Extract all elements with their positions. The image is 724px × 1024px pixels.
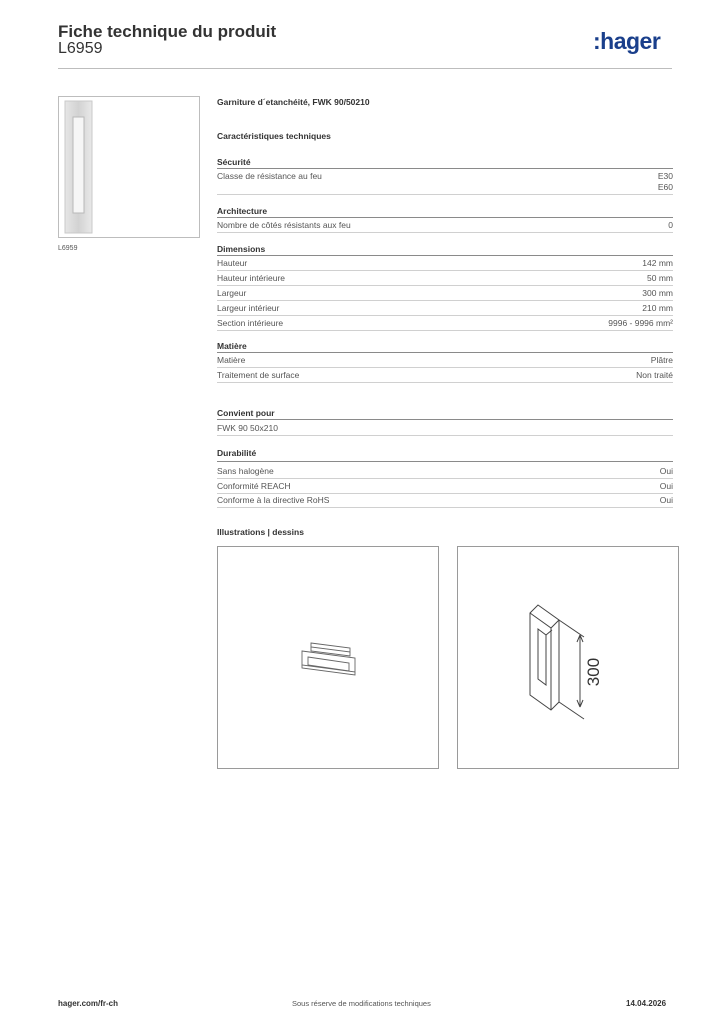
illustrations-title: Illustrations | dessins: [217, 527, 304, 537]
spec-label: Sans halogène: [217, 466, 274, 476]
spec-value: Oui: [659, 481, 673, 491]
row-divider: [217, 315, 673, 316]
spec-value: 142 mm: [642, 258, 673, 268]
spec-label: Hauteur intérieure: [217, 273, 286, 283]
spec-value: 9996 - 9996 mm²: [608, 318, 673, 328]
spec-label: Traitement de surface: [217, 370, 300, 380]
footer-website[interactable]: hager.com/fr-ch: [58, 999, 119, 1008]
row-divider: [217, 507, 673, 508]
row-divider: [217, 285, 673, 286]
section-title-dimensions: Dimensions: [217, 244, 266, 254]
footer-date: 14.04.2026: [626, 999, 667, 1008]
illustration-drawing-2: [457, 546, 679, 769]
product-code: L6959: [58, 40, 103, 57]
spec-label: Largeur intérieur: [217, 303, 280, 313]
gasket-isometric-drawing: [218, 547, 438, 768]
header-divider: [58, 68, 672, 69]
spec-value: E30: [657, 171, 673, 181]
dimension-label: 300: [584, 657, 603, 687]
section-divider: [217, 419, 673, 420]
row-divider: [217, 270, 673, 271]
row-divider: [217, 330, 673, 331]
row-divider: [217, 367, 673, 368]
gasket-thumbnail-image: [59, 97, 199, 237]
gasket-dimension-drawing: [458, 547, 678, 768]
spec-heading: Caractéristiques techniques: [217, 131, 331, 141]
footer-disclaimer: Sous réserve de modifications techniques: [292, 999, 431, 1008]
spec-label: Nombre de côtés résistants aux feu: [217, 220, 351, 230]
row-divider: [217, 478, 673, 479]
section-title-securite: Sécurité: [217, 157, 251, 167]
row-divider: [217, 232, 673, 233]
spec-label: Section intérieure: [217, 318, 284, 328]
spec-value: 0: [668, 220, 673, 230]
section-title-architecture: Architecture: [217, 206, 268, 216]
spec-label: Conforme à la directive RoHS: [217, 495, 330, 505]
spec-label: Hauteur: [217, 258, 248, 268]
section-title-durabilite: Durabilité: [217, 448, 257, 458]
hager-logo: :hager: [593, 28, 661, 54]
spec-label: Conformité REACH: [217, 481, 291, 491]
row-divider: [217, 382, 673, 383]
spec-label: Largeur: [217, 288, 247, 298]
page-title: Fiche technique du produit: [58, 22, 277, 41]
section-divider: [217, 168, 673, 169]
row-divider: [217, 435, 673, 436]
spec-value: Non traité: [636, 370, 673, 380]
spec-value: E60: [657, 182, 673, 192]
spec-value: Oui: [659, 495, 673, 505]
spec-value: 210 mm: [642, 303, 673, 313]
section-title-convient: Convient pour: [217, 408, 275, 418]
thumbnail-caption: L6959: [58, 245, 78, 252]
section-divider: [217, 217, 673, 218]
spec-value: Plâtre: [650, 355, 673, 365]
spec-label: FWK 90 50x210: [217, 423, 278, 433]
spec-value: 50 mm: [647, 273, 673, 283]
row-divider: [217, 194, 673, 195]
section-title-matiere: Matière: [217, 341, 247, 351]
section-divider: [217, 461, 673, 462]
spec-value: Oui: [659, 466, 673, 476]
section-divider: [217, 352, 673, 353]
product-title: Garniture d´etanchéité, FWK 90/50210: [217, 97, 370, 107]
product-thumbnail: [58, 96, 200, 238]
spec-value: 300 mm: [642, 288, 673, 298]
spec-label: Matière: [217, 355, 246, 365]
spec-label: Classe de résistance au feu: [217, 171, 322, 181]
row-divider: [217, 493, 673, 494]
illustration-drawing-1: [217, 546, 439, 769]
section-divider: [217, 255, 673, 256]
spec-row: [217, 171, 673, 193]
row-divider: [217, 300, 673, 301]
